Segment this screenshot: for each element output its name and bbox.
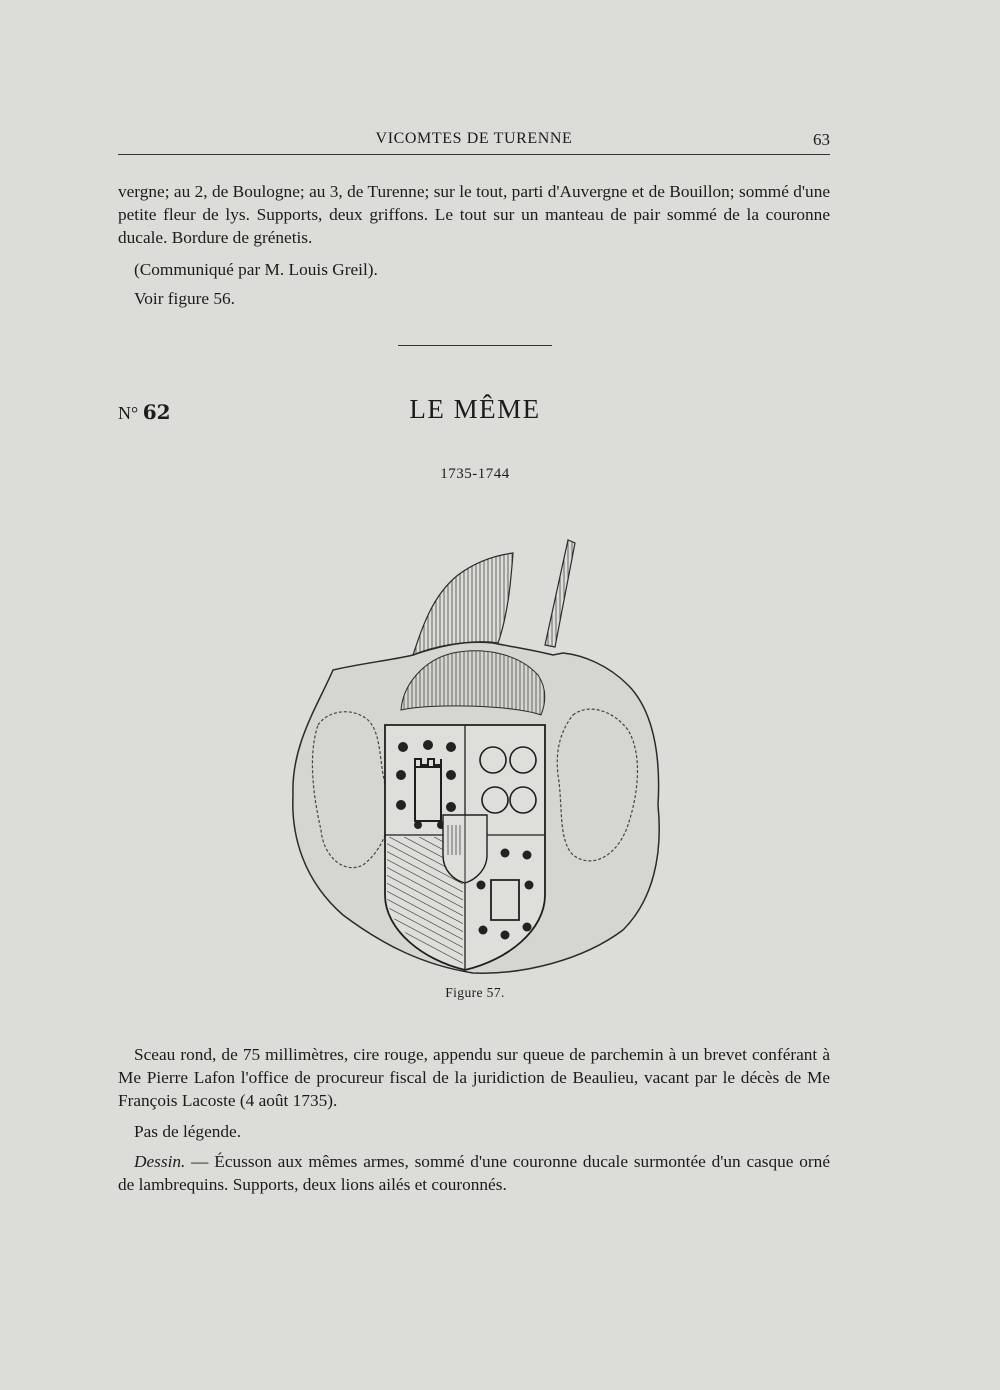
parchment-strip bbox=[545, 540, 575, 647]
continuation-paragraph: vergne; au 2, de Boulogne; au 3, de Turenne; sur le tout, parti d'Auvergne et de Bouillon; sommé d'une petite fleur de lys. Supports, deux griffons. Le tout sur un manteau de pair sommé de la couronne ducale. Bordure de grénetis. bbox=[118, 182, 830, 247]
running-header bbox=[118, 130, 830, 155]
legend-note: Pas de légende. bbox=[134, 1122, 242, 1141]
drawing-label: Dessin. bbox=[134, 1152, 186, 1171]
drawing-paragraph bbox=[118, 1150, 830, 1196]
page-number: 63 bbox=[813, 130, 830, 149]
section-separator bbox=[398, 345, 552, 346]
drawing-text: — Écusson aux mêmes armes, sommé d'une couronne ducale surmontée d'un casque orné de lambrequins. Supports, deux lions ailés et couronnés. bbox=[118, 1152, 830, 1194]
credit-line: (Communiqué par M. Louis Greil). bbox=[134, 260, 378, 279]
parchment-tag bbox=[413, 553, 513, 655]
entry-number-prefix: N° bbox=[118, 403, 139, 423]
seal-description: Sceau rond, de 75 millimètres, cire rouge, appendu sur queue de parchemin à un brevet conférant à Me Pierre Lafon l'office de procureur fiscal de la juridiction de Beaulieu, vacant par le décès de Me François Lacoste (4 août 1735). bbox=[118, 1045, 830, 1110]
figure-caption: Figure 57. bbox=[445, 985, 505, 1000]
entry-number bbox=[118, 400, 171, 424]
seal-illustration bbox=[283, 535, 668, 980]
entry-number-value: 62 bbox=[142, 400, 171, 424]
entry-title: LE MÊME bbox=[409, 394, 541, 424]
running-title: VICOMTES DE TURENNE bbox=[375, 130, 573, 147]
figure-reference: Voir figure 56. bbox=[134, 289, 235, 308]
entry-dates: 1735-1744 bbox=[440, 466, 510, 482]
